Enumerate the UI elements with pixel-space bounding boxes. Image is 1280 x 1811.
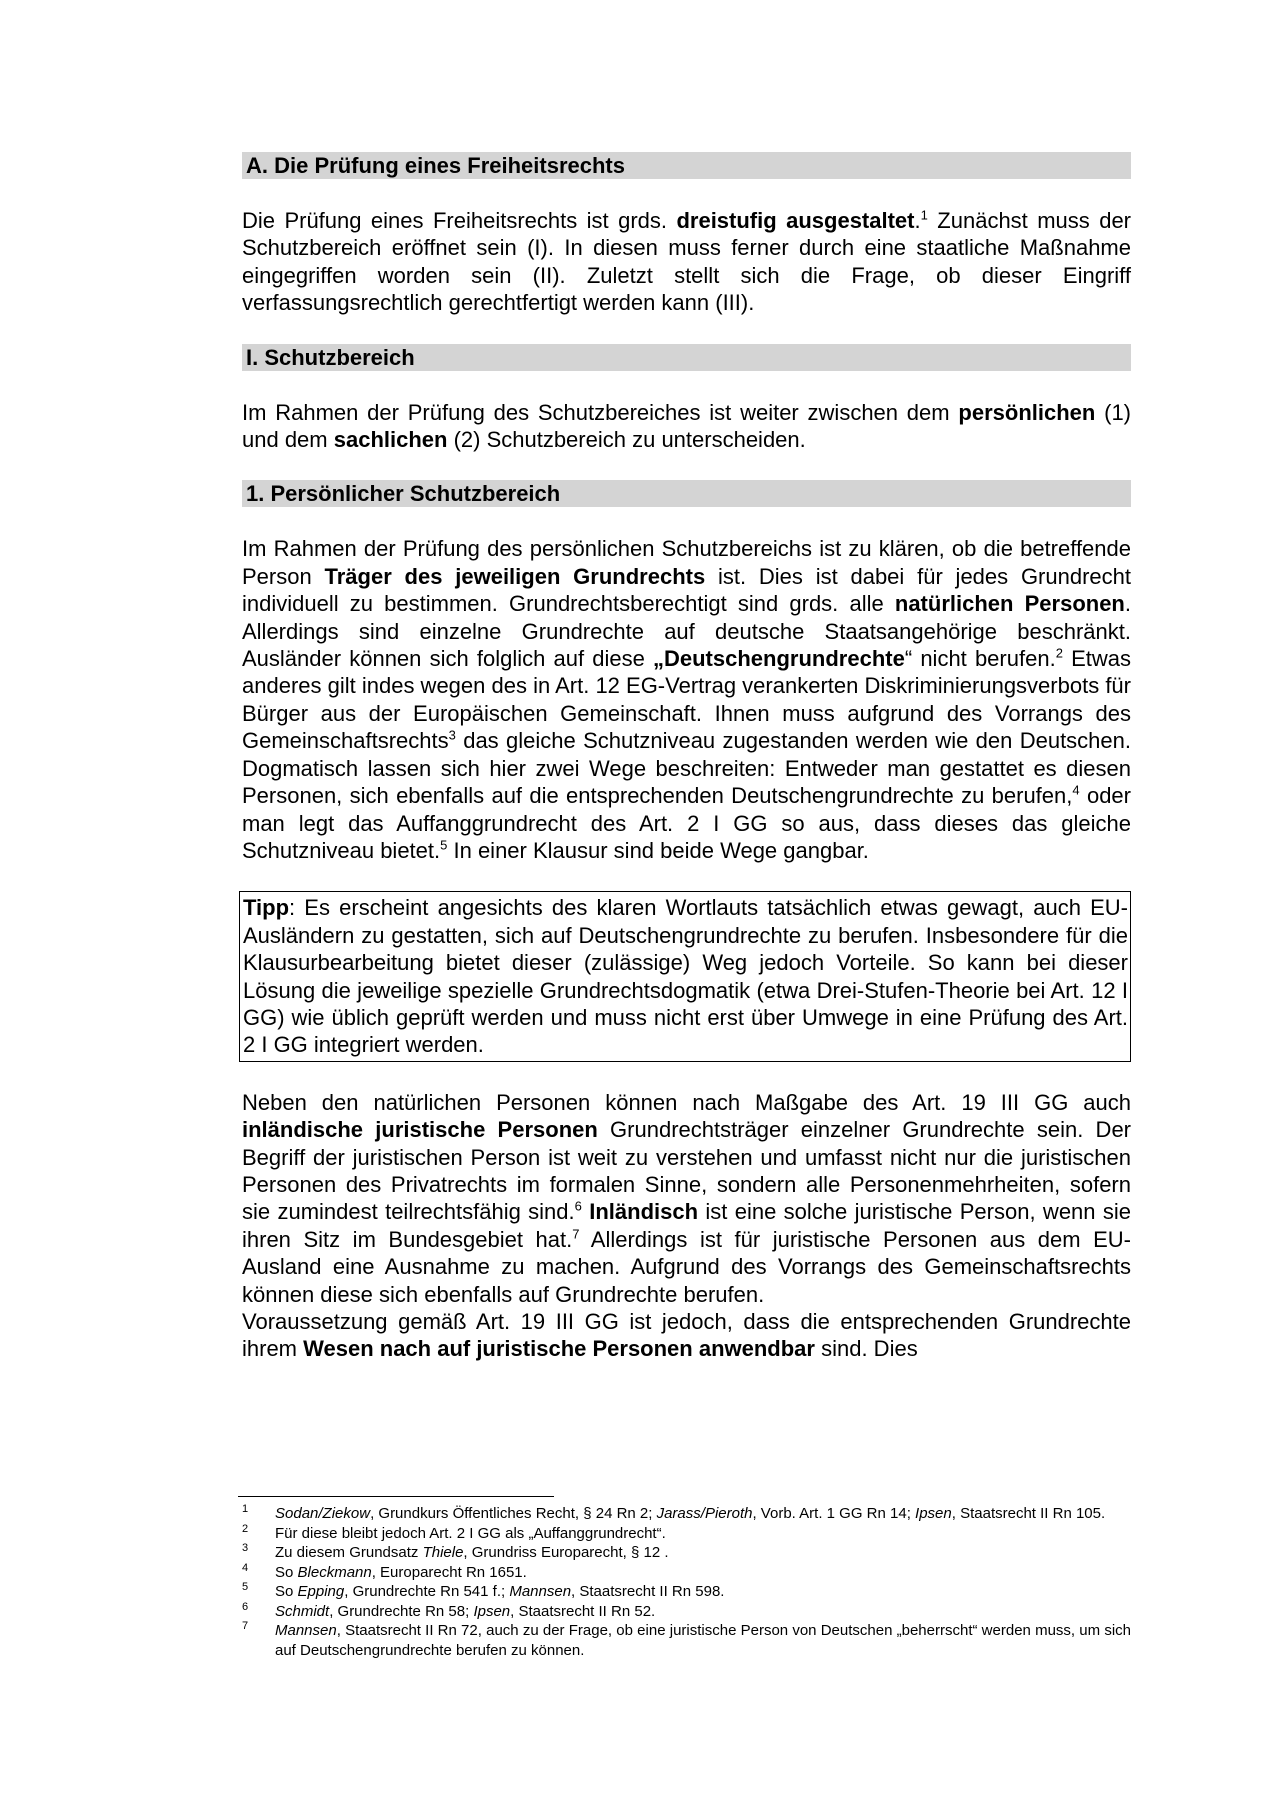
footnote-ref-6[interactable]: 6: [574, 1199, 582, 1215]
section-heading-1: 1. Persönlicher Schutzbereich: [242, 480, 1131, 507]
footnotes: [242, 1504, 1131, 1660]
footnote-4: 4 So Bleckmann, Europarecht Rn 1651.: [242, 1561, 527, 1581]
paragraph-intro: Die Prüfung eines Freiheitsrechts ist grds. dreistufig ausgestaltet.$^1$ Zunächst muss der Schutzbereich eröffnet sein (I). In diesen muss ferner durch eine staatliche Maßnahme eingegriffen worden sein (II). Zuletzt stellt sich die Frage, ob dieser Eingriff verfassungsrechtlich gerechtfertigt werden kann (III).: [242, 207, 1132, 316]
footnote-2: 2 Für diese bleibt jedoch Art. 2 I GG als „Auffanggrundrecht“.: [242, 1522, 666, 1542]
section-heading-a: A. Die Prüfung eines Freiheitsrechts: [242, 152, 1131, 179]
footnote-ref-2[interactable]: 2: [1055, 645, 1063, 661]
paragraph-voraussetzung: Voraussetzung gemäß Art. 19 III GG ist jedoch, dass die entsprechenden Grundrechte ihrem Wesen nach auf juristische Personen anwendbar sind. Dies: [242, 1309, 1131, 1362]
paragraph-juristische-personen: Neben den natürlichen Personen können nach Maßgabe des Art. 19 III GG auch inländische juristische Personen Grundrechtsträger einzelner Grundrechte sein. Der Begriff der juristischen Person ist weit zu verstehen und umfasst nicht nur die juristischen Personen des Privatrechts im formalen Sinne, sondern alle Personenmehrheiten, sofern sie zumindest teilrechtsfähig sind.$^6$ Inländisch ist eine solche juristische Person, wenn sie ihren Sitz im Bundesgebiet hat.$^7$ Allerdings ist für juristische Personen aus dem EU-Ausland eine Ausnahme zu machen. Aufgrund des Vorrangs des Gemeinschaftsrechts können diese sich ebenfalls auf Grundrechte berufen.: [242, 1089, 1131, 1307]
footnote-ref-3[interactable]: 3: [448, 727, 456, 743]
footnote-ref-7[interactable]: 7: [572, 1226, 580, 1242]
footnote-3: 3 Zu diesem Grundsatz Thiele, Grundriss Europarecht, § 12 .: [242, 1542, 669, 1561]
paragraph-schutzbereich: Im Rahmen der Prüfung des Schutzbereiches ist weiter zwischen dem persönlichen (1) und dem sachlichen (2) Schutzbereich zu unterscheiden.: [242, 399, 1132, 453]
footnote-6: 6 Schmidt, Grundrechte Rn 58; Ipsen, Staatsrecht II Rn 52.: [242, 1600, 656, 1620]
tip-text: Tipp: Es erscheint angesichts des klaren Wortlauts tatsächlich etwas gewagt, auch EU-Ausländern zu gestatten, sich auf Deutschengrundrechte zu berufen. Insbesondere für die Klausurbearbeitung bietet dieser (zulässige) Weg jedoch Vorteile. So kann bei dieser Lösung die jeweilige spezielle Grundrechtsdogmatik (etwa Drei-Stufen-Theorie bei Art. 12 I GG) wie üblich geprüft werden und muss nicht erst über Umwege in eine Prüfung des Art. 2 I GG integriert werden.: [243, 895, 1128, 1058]
footnote-5: 5 So Epping, Grundrechte Rn 541 f.; Mannsen, Staatsrecht II Rn 598.: [242, 1581, 725, 1600]
tip-box: [239, 891, 1131, 1061]
section-heading-i: I. Schutzbereich: [242, 344, 1131, 371]
footnote-ref-4[interactable]: 4: [1072, 782, 1080, 798]
footnote-7: 7 Mannsen, Staatsrecht II Rn 72, auch zu der Frage, ob eine juristische Person von Deutschen „beherrscht“ werden muss, um sich auf Deutschengrundrechte berufen zu können.: [242, 1620, 1131, 1659]
tip-label: Tipp: [243, 895, 290, 921]
footnote-ref-1[interactable]: 1: [920, 207, 928, 223]
footnote-1: 1 Sodan/Ziekow, Grundkurs Öffentliches Recht, § 24 Rn 2; Jarass/Pieroth, Vorb. Art. 1 GG Rn 14; Ipsen, Staatsrecht II Rn 105.: [242, 1503, 1106, 1522]
footnote-separator: [238, 1496, 554, 1497]
footnote-ref-5[interactable]: 5: [440, 837, 448, 853]
paragraph-persoenlich: Im Rahmen der Prüfung des persönlichen Schutzbereichs ist zu klären, ob die betreffende Person Träger des jeweiligen Grundrechts ist. Dies ist dabei für jedes Grundrecht individuell zu bestimmen. Grundrechtsberechtigt sind grds. alle natürlichen Personen. Allerdings sind einzelne Grundrechte auf deutsche Staatsangehörige beschränkt. Ausländer können sich folglich auf diese „Deutschengrundrechte“ nicht berufen.$^2$ Etwas anderes gilt indes wegen des in Art. 12 EG-Vertrag verankerten Diskriminierungsverbots für Bürger aus der Europäischen Gemeinschaft. Ihnen muss aufgrund des Vorrangs des Gemeinschaftsrechts$^3$ das gleiche Schutzniveau zugestanden werden wie den Deutschen. Dogmatisch lassen sich hier zwei Wege beschreiten: Entweder man gestattet es diesen Personen, sich ebenfalls auf die entsprechenden Deutschengrundrechte zu berufen,$^4$ oder man legt das Auffanggrundrecht des Art. 2 I GG so aus, dass dieses das gleiche Schutzniveau bietet.$^5$ In einer Klausur sind beide Wege gangbar.: [242, 536, 1131, 863]
document-body: [242, 152, 1131, 1363]
